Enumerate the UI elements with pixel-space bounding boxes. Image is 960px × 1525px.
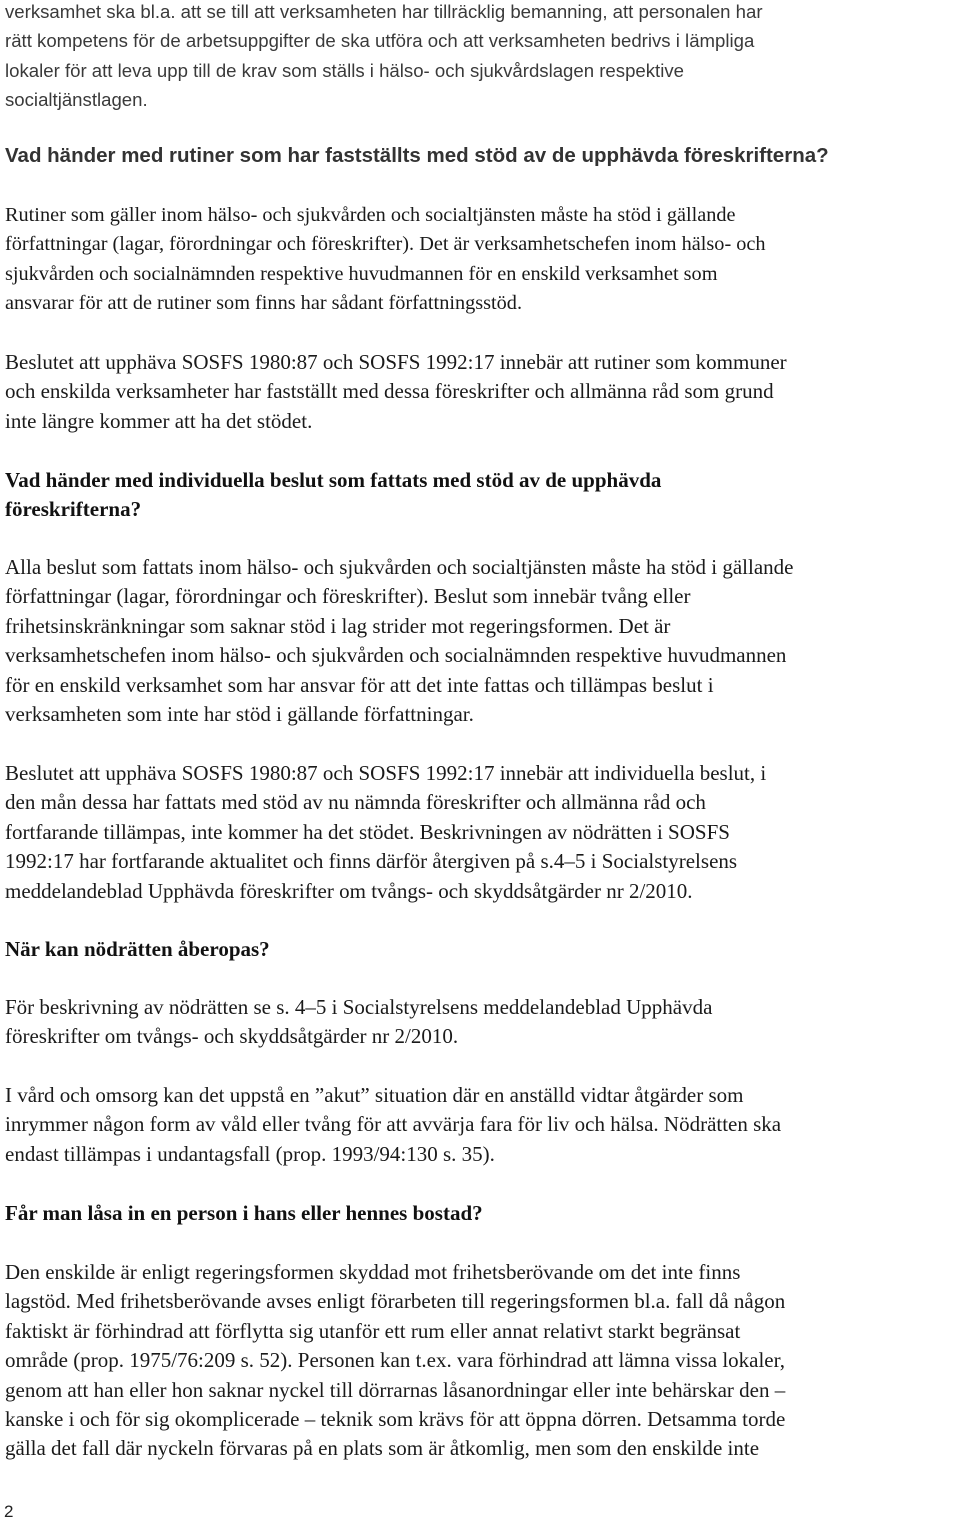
text-line: genom att han eller hon saknar nyckel till dörrarnas låsanordningar eller inte behärskar den –	[5, 1377, 786, 1402]
text-line: lokaler för att leva upp till de krav som ställs i hälso- och sjukvårdslagen respektive	[5, 59, 684, 81]
text-line: frihetsinskränkningar som saknar stöd i lag strider mot regeringsformen. Det är	[5, 613, 671, 638]
text-line: För beskrivning av nödrätten se s. 4–5 i Socialstyrelsens meddelandeblad Upphävda	[5, 995, 713, 1019]
paragraph-beskrivning-nodratten	[5, 993, 958, 1052]
heading-text: Vad händer med individuella beslut som fattats med stöd av de upphävda	[5, 468, 662, 492]
text-line: verksamheten som inte har stöd i gällande författningar.	[5, 702, 474, 727]
heading-nodratten	[5, 935, 958, 964]
text-line: inte längre kommer att ha det stödet.	[5, 408, 313, 433]
text-line: kanske i och för sig okomplicerade – teknik som krävs för att öppna dörren. Detsamma torde	[5, 1407, 786, 1432]
text-line: författningar (lagar, förordningar och föreskrifter). Det är verksamhetschefen inom hälso- och	[5, 233, 766, 256]
text-line: rätt kompetens för de arbetsuppgifter de ska utföra och att verksamheten bedrivs i lämpliga	[5, 30, 755, 52]
text-line: verksamhet ska bl.a. att se till att verksamheten har tillräcklig bemanning, att personalen har	[5, 1, 763, 22]
text-line: Rutiner som gäller inom hälso- och sjukvården och socialtjänsten måste ha stöd i gällande	[5, 204, 736, 226]
heading-text: föreskrifterna?	[5, 497, 142, 522]
text-line: gälla det fall där nyckeln förvaras på en plats som är åtkomlig, men som den enskilde inte	[5, 1436, 760, 1461]
heading-rutiner	[5, 141, 958, 170]
paragraph-intro	[5, 0, 958, 115]
heading-individuella-beslut	[5, 466, 958, 525]
text-line: lagstöd. Med frihetsberövande avses enligt förarbeten till regeringsformen bl.a. fall då någon	[5, 1289, 786, 1314]
heading-text: Vad händer med rutiner som har fastställts med stöd av de upphävda föreskrifterna?	[5, 144, 829, 167]
paragraph-frihetsberovande	[5, 1258, 958, 1464]
text-line: Beslutet att upphäva SOSFS 1980:87 och SOSFS 1992:17 innebär att rutiner som kommuner	[5, 350, 787, 374]
heading-text: När kan nödrätten åberopas?	[5, 937, 270, 961]
text-line: författningar (lagar, förordningar och föreskrifter). Beslut som innebär tvång eller	[5, 584, 691, 609]
text-line: område (prop. 1975/76:209 s. 52). Personen kan t.ex. vara förhindrad att lämna vissa lokaler,	[5, 1348, 786, 1373]
paragraph-alla-beslut	[5, 553, 958, 729]
text-line: sjukvården och socialnämnden respektive huvudmannen för en enskild verksamhet som	[5, 262, 718, 285]
text-line: ansvarar för att de rutiner som finns har sådant författningsstöd.	[5, 292, 523, 315]
paragraph-rutiner	[5, 201, 958, 319]
text-line: den mån dessa har fattats med stöd av nu nämnda föreskrifter och allmänna råd och	[5, 790, 706, 815]
heading-text: Får man låsa in en person i hans eller hennes bostad?	[5, 1201, 483, 1225]
text-line: inrymmer någon form av våld eller tvång för att avvärja fara för liv och hälsa. Nödrätten ska	[5, 1112, 782, 1137]
heading-lasa-in	[5, 1199, 958, 1228]
text-line: och enskilda verksamheter har fastställt med dessa föreskrifter och allmänna råd som grund	[5, 379, 774, 404]
text-line: 1992:17 har fortfarande aktualitet och finns därför återgiven på s.4–5 i Socialstyrelsens	[5, 849, 738, 874]
text-line: föreskrifter om tvångs- och skyddsåtgärder nr 2/2010.	[5, 1024, 459, 1049]
text-line: för en enskild verksamhet som har ansvar för att det inte fattas och tillämpas beslut i	[5, 672, 714, 697]
paragraph-beslutet-individuella	[5, 759, 958, 906]
text-line: meddelandeblad Upphävda föreskrifter om tvångs- och skyddsåtgärder nr 2/2010.	[5, 878, 693, 903]
text-line: endast tillämpas i undantagsfall (prop. 1993/94:130 s. 35).	[5, 1141, 495, 1166]
text-line: Den enskilde är enligt regeringsformen skyddad mot frihetsberövande om det inte finns	[5, 1260, 741, 1284]
text-line: socialtjänstlagen.	[5, 89, 148, 111]
text-line: fortfarande tillämpas, inte kommer ha det stödet. Beskrivningen av nödrätten i SOSFS	[5, 819, 730, 844]
text-line: Beslutet att upphäva SOSFS 1980:87 och SOSFS 1992:17 innebär att individuella beslut, i	[5, 761, 767, 785]
text-line: I vård och omsorg kan det uppstå en ”akut” situation där en anställd vidtar åtgärder som	[5, 1083, 744, 1107]
text-line: faktiskt är förhindrad att förflytta sig utanför ett rum eller annat relativt starkt begränsat	[5, 1318, 741, 1343]
text-line: Alla beslut som fattats inom hälso- och sjukvården och socialtjänsten måste ha stöd i gällande	[5, 555, 794, 579]
page-number: 2	[4, 1502, 14, 1521]
paragraph-akut-situation	[5, 1081, 958, 1169]
paragraph-beslutet-rutiner	[5, 348, 958, 436]
text-line: verksamhetschefen inom hälso- och sjukvården och socialnämnden respektive huvudmannen	[5, 643, 787, 668]
